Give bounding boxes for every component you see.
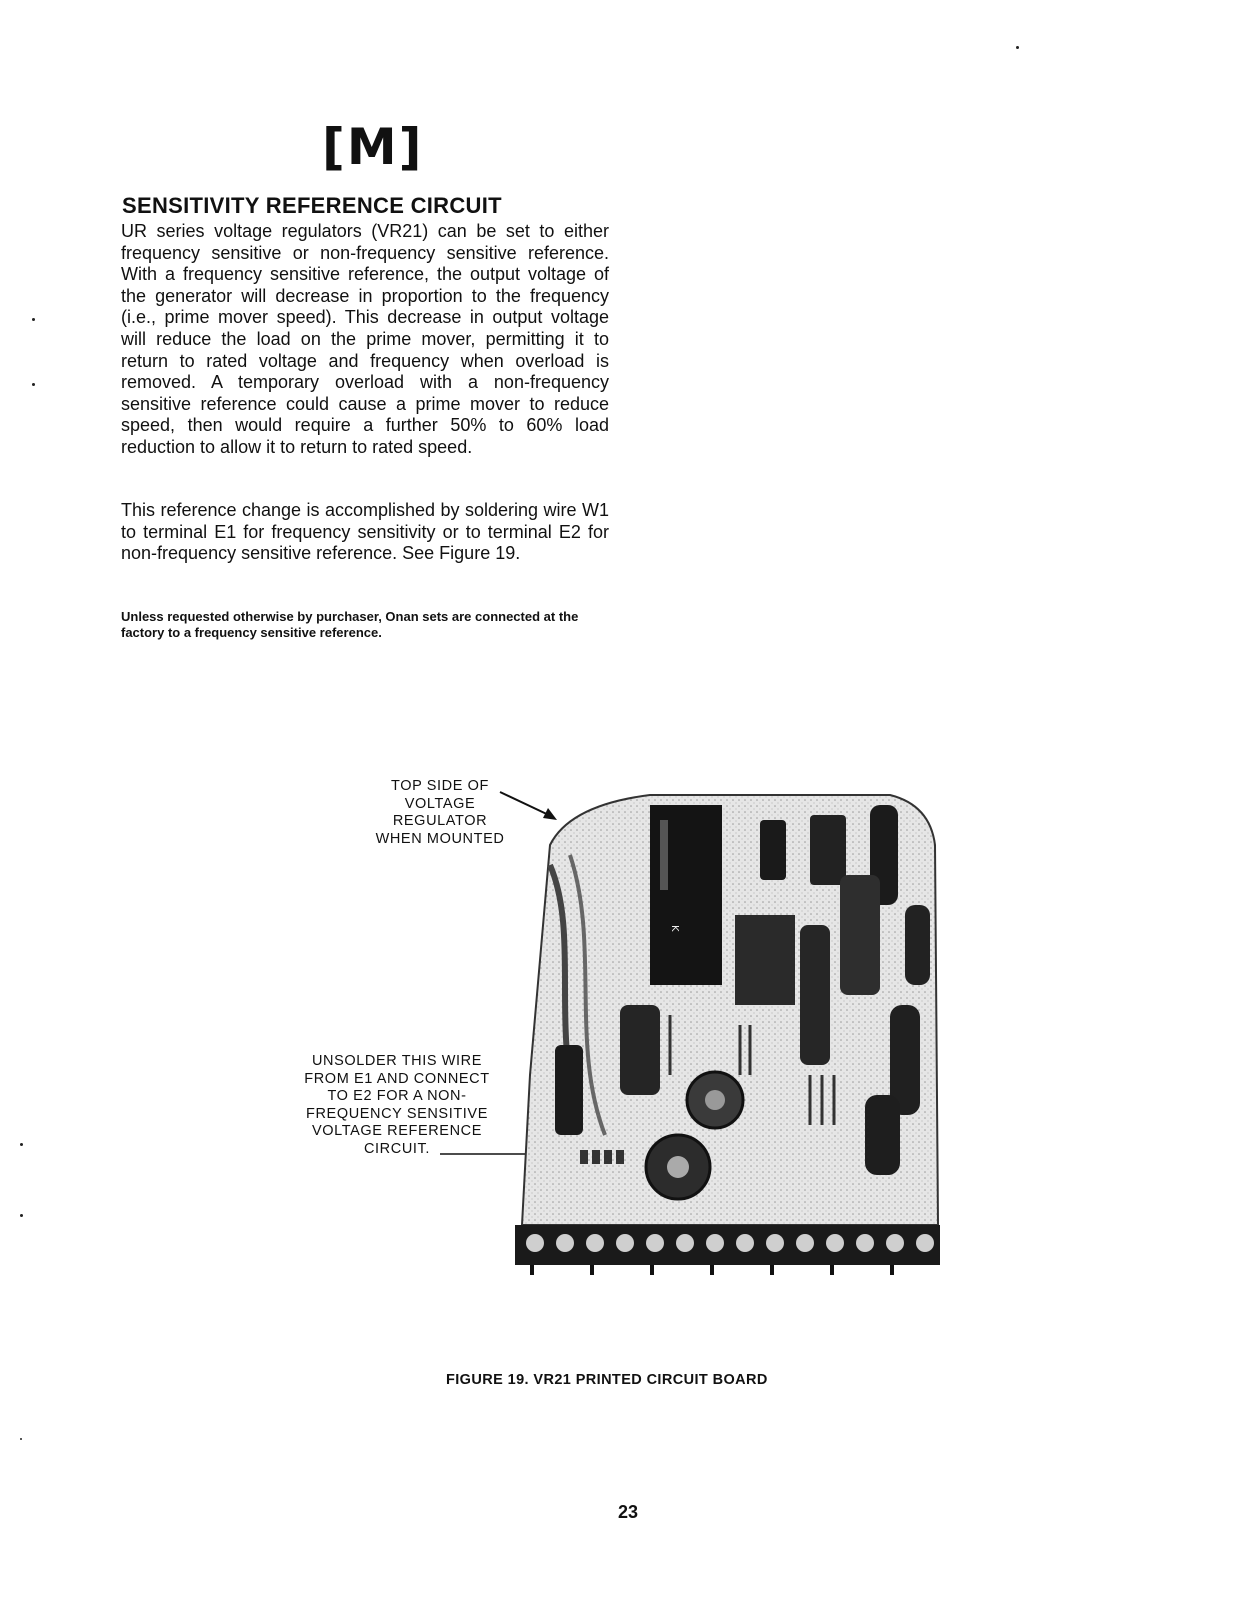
page-number: 23	[618, 1502, 639, 1522]
body-paragraph-2: This reference change is accomplished by soldering wire W1 to terminal E1 for frequency sensitivity or to terminal E2 for non-frequency sensitive reference. See Figure 19.	[121, 500, 609, 564]
figure-caption: FIGURE 19. VR21 PRINTED CIRCUIT BOARD	[446, 1372, 768, 1388]
component-mid-1	[735, 915, 795, 1005]
scan-speck	[1016, 46, 1019, 49]
circuit-board-photo	[510, 775, 945, 1275]
capacitor-top-2	[810, 815, 846, 885]
capacitor-right-1	[905, 905, 930, 985]
callout-top-side: TOP SIDE OF VOLTAGE REGULATOR WHEN MOUNTED	[375, 778, 505, 847]
body-paragraph-1: UR series voltage regulators (VR21) can be set to either frequency sensitive or non-frequency sensitive reference. With a frequency sensitive reference, the output voltage of the generator will decrease in proportion to the frequency (i.e., prime mover speed). This decrease in output voltage will reduce the load on the prime mover, permitting it to return to rated voltage and frequency when overload is removed. A temporary overload with a non-frequency sensitive reference could cause a prime mover to reduce speed, then would require a further 50% to 60% load reduction to allow it to return to rated speed.	[121, 221, 609, 457]
capacitor-mid	[800, 925, 830, 1065]
section-marker: [M]	[322, 118, 424, 176]
terminal-strip	[515, 1225, 940, 1265]
scan-speck	[20, 1143, 23, 1146]
scan-speck	[32, 383, 35, 386]
capacitor-far-left	[555, 1045, 583, 1135]
scan-speck	[20, 1214, 23, 1217]
scan-speck	[20, 1438, 22, 1440]
capacitor-top-1	[760, 820, 786, 880]
section-heading: SENSITIVITY REFERENCE CIRCUIT	[122, 193, 502, 218]
capacitor-right-3	[865, 1095, 900, 1175]
factory-note: Unless requested otherwise by purchaser, Onan sets are connected at the factory to a frequency sensitive reference.	[121, 609, 579, 640]
callout-unsolder-wire: UNSOLDER THIS WIRE FROM E1 AND CONNECT TO E2 FOR A NON- FREQUENCY SENSITIVE VOLTAGE REFERENCE CIRCUIT.	[304, 1053, 490, 1157]
relay-label: K	[669, 925, 680, 932]
scan-speck	[32, 318, 35, 321]
capacitor-left	[620, 1005, 660, 1095]
